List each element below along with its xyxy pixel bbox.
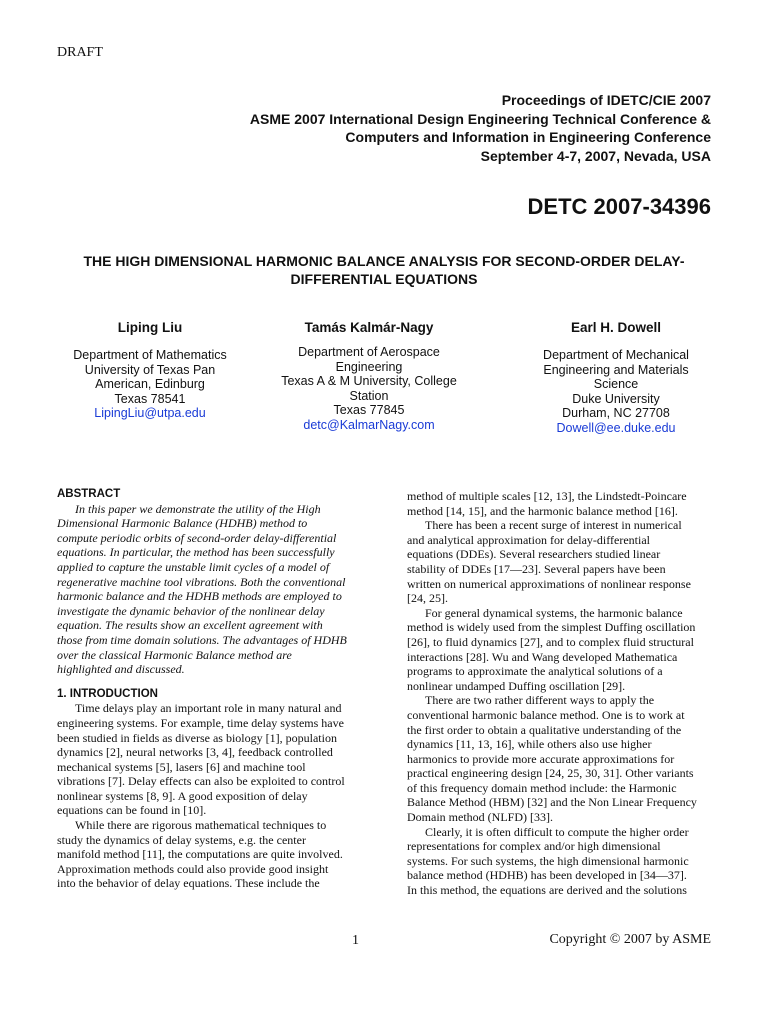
body-line: practical engineering design [24, 25, 30, 31]. Other variants — [407, 766, 694, 781]
paper-id: DETC 2007-34396 — [527, 194, 711, 219]
abstract-line: equation. The results show an excellent agreement with — [57, 618, 323, 633]
abstract-line: investigate the dynamic behavior of the nonlinear delay — [57, 603, 325, 618]
body-line: method is widely used from the simplest Duffing oscillation — [407, 620, 696, 635]
affiliation-line: Durham, NC 27708 — [562, 406, 670, 420]
abstract-line: those from time domain solutions. The advantages of HDHB — [57, 632, 347, 647]
affiliation-line: Department of Mechanical — [543, 348, 689, 362]
affiliation-line: University of Texas Pan — [84, 362, 216, 377]
body-line: representations for complex and/or high dimensional — [407, 839, 661, 854]
intro-line: While there are rigorous mathematical techniques to — [75, 818, 327, 833]
body-line: [26], to fluid dynamics [27], and to complex fluid structural — [407, 634, 694, 649]
author-email-link[interactable]: LipingLiu@utpa.edu — [94, 406, 206, 420]
body-line: Clearly, it is often difficult to compute the higher order — [425, 824, 689, 839]
paper-title — [40, 253, 728, 288]
author-name: Earl H. Dowell — [570, 320, 662, 335]
body-line: and analytical approximation for delay-differential — [407, 532, 651, 547]
body-line: equations (DDEs). Several researchers studied linear — [407, 547, 661, 562]
intro-line: vibrations [7]. Delay effects can also be exploited to control — [57, 774, 345, 789]
draft-label: DRAFT — [57, 45, 103, 60]
body-line: Domain method (NLFD) [33]. — [407, 810, 553, 825]
intro-line: Time delays play an important role in many natural and — [75, 701, 342, 716]
abstract-line: harmonic balance and the HDHB methods are employed to — [57, 589, 342, 604]
body-line: [24, 25]. — [407, 591, 448, 606]
body-line: There are two rather different ways to apply the — [425, 693, 655, 708]
intro-line: study the dynamics of delay systems, e.g. the center — [57, 832, 306, 847]
author-affiliation — [511, 348, 721, 421]
proceedings-line: Proceedings of IDETC/CIE 2007 — [501, 92, 711, 108]
title-line: THE HIGH DIMENSIONAL HARMONIC BALANCE ANALYSIS FOR SECOND-ORDER DELAY- — [83, 253, 685, 269]
body-line: Balance Method (HBM) [32] and the Non Linear Frequency — [407, 795, 697, 810]
body-line: nonlinear undamped Duffing oscillation [29]. — [407, 678, 626, 693]
body-line: dynamics [11, 13, 16], while others also use higher — [407, 737, 652, 752]
proceedings-line: ASME 2007 International Design Engineering Technical Conference & — [249, 110, 711, 127]
author-block — [511, 320, 721, 435]
proceedings-line: September 4-7, 2007, Nevada, USA — [480, 147, 711, 164]
intro-line: nonlinear systems [8, 9]. A good exposition of delay — [57, 788, 308, 803]
affiliation-line: Science — [593, 377, 639, 391]
author-email-link[interactable]: detc@KalmarNagy.com — [303, 417, 435, 432]
body-line: balance method (HDHB) has been developed in [34—37]. — [407, 868, 687, 883]
body-line: There has been a recent surge of interest in numerical — [425, 518, 682, 533]
abstract-line: In this paper we demonstrate the utility of the High — [75, 501, 321, 516]
affiliation-line: Texas A & M University, College — [281, 374, 457, 388]
body-line: interactions [28]. Wu and Wang developed Mathematica — [407, 649, 678, 664]
copyright-notice: Copyright © 2007 by ASME — [549, 932, 711, 947]
introduction-heading: 1. INTRODUCTION — [57, 687, 158, 700]
author-block — [264, 320, 474, 432]
body-line: programs to approximate the analytical solutions of a — [407, 664, 663, 679]
proceedings-line: Computers and Information in Engineering Conference — [345, 129, 711, 145]
intro-line: manifold method [11], the computations are quite involved. — [57, 847, 343, 862]
abstract-line: applied to capture the unstable limit cycles of a model of — [57, 559, 330, 574]
abstract-line: compute periodic orbits of second-order delay-differential — [57, 530, 337, 545]
affiliation-line: Duke University — [572, 391, 660, 406]
intro-line: into the behavior of delay equations. These include the — [57, 876, 320, 891]
body-line: written on numerical approximations of nonlinear response — [407, 576, 691, 591]
affiliation-line: Texas 78541 — [114, 391, 186, 406]
body-line: harmonics to provide more accurate approximations for — [407, 751, 675, 766]
author-affiliation — [264, 345, 474, 418]
author-block — [45, 320, 255, 421]
abstract-line: Dimensional Harmonic Balance (HDHB) method to — [57, 516, 308, 531]
body-line: For general dynamical systems, the harmonic balance — [425, 605, 683, 620]
body-line: systems. For such systems, the high dimensional harmonic — [407, 853, 689, 868]
author-name: Liping Liu — [117, 320, 183, 335]
left-column — [57, 487, 357, 891]
body-line: conventional harmonic balance method. One is to work at — [407, 707, 685, 722]
body-line: stability of DDEs [17—23]. Several papers have been — [407, 561, 666, 576]
intro-line: dynamics [2], neural networks [3, 4], feedback controlled — [57, 745, 333, 760]
author-name: Tamás Kalmár-Nagy — [304, 320, 434, 335]
abstract-line: equations. In particular, the method has been successfully — [57, 545, 335, 560]
abstract-line: highlighted and discussed. — [57, 662, 185, 677]
affiliation-line: Texas 77845 — [333, 403, 405, 417]
intro-line: Approximation methods could also provide good insight — [57, 861, 329, 876]
introduction-body — [57, 701, 357, 891]
intro-line: equations can be found in [10]. — [57, 803, 207, 818]
author-email-link[interactable]: Dowell@ee.duke.edu — [556, 420, 676, 435]
right-column — [407, 489, 707, 898]
abstract-heading: ABSTRACT — [57, 488, 121, 500]
title-line: DIFFERENTIAL EQUATIONS — [290, 270, 478, 287]
abstract-line: over the classical Harmonic Balance method are — [57, 647, 292, 662]
affiliation-line: Station — [349, 388, 389, 403]
proceedings-header — [250, 91, 711, 165]
body-line: of this frequency domain method include: the Harmonic — [407, 780, 677, 795]
author-affiliation — [45, 348, 255, 406]
body-line: method of multiple scales [12, 13], the Lindstedt-Poincare — [407, 489, 687, 503]
abstract-body — [57, 502, 357, 677]
body-line: method [14, 15], and the harmonic balance method [16]. — [407, 503, 678, 518]
page-number: 1 — [352, 933, 359, 948]
intro-line: been studied in fields as diverse as biology [1], population — [57, 730, 337, 745]
intro-line: engineering systems. For example, time delay systems have — [57, 715, 344, 730]
intro-line: mechanical systems [5], lasers [6] and machine tool — [57, 759, 306, 774]
affiliation-line: Department of Mathematics — [73, 348, 227, 362]
abstract-line: regenerative machine tool vibrations. Both the conventional — [57, 574, 346, 589]
affiliation-line: American, Edinburg — [95, 377, 205, 391]
body-line: In this method, the equations are derived and the solutions — [407, 883, 687, 898]
affiliation-line: Engineering — [335, 359, 403, 374]
affiliation-line: Department of Aerospace — [298, 345, 440, 359]
affiliation-line: Engineering and Materials — [543, 362, 689, 377]
body-line: the first order to obtain a qualitative understanding of the — [407, 722, 682, 737]
